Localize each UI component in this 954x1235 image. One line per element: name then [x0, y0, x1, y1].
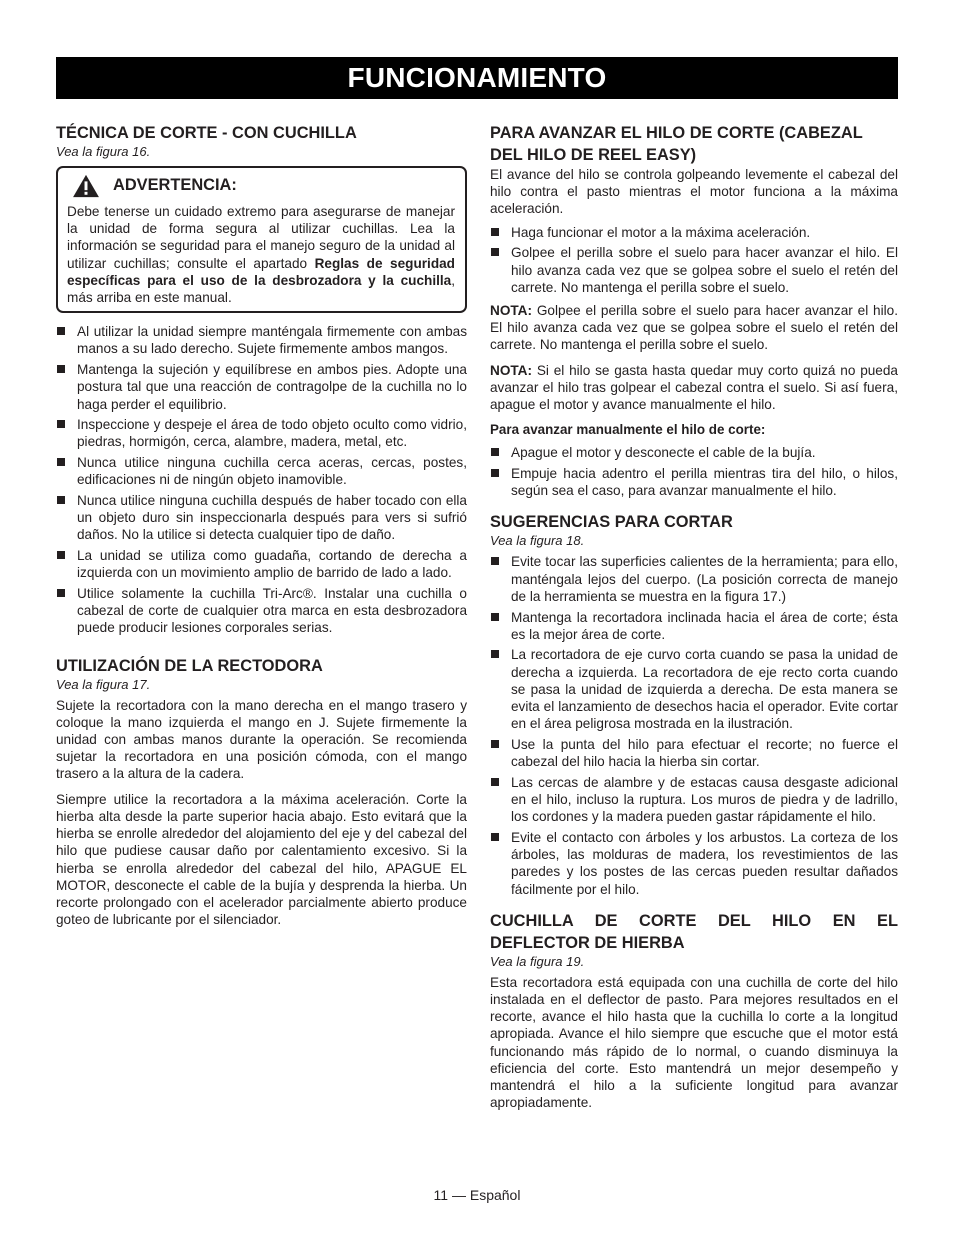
- section-heading-avanzar: PARA AVANZAR EL HILO DE CORTE (CABEZAL DEL HILO DE REEL EASY): [490, 124, 863, 164]
- square-bullet-icon: [491, 557, 499, 565]
- paragraph: El avance del hilo se controla golpeando levemente el cabezal del hilo contra el pasto mientras el motor funciona a la máxima aceleración.: [490, 167, 898, 217]
- list-item-text: Evite tocar las superficies calientes de la herramienta; para ello, manténgala lejos del cuerpo. (La posición correcta de manejo de la herramienta se muestra en la figura 17.): [511, 554, 898, 604]
- page-title: FUNCIONAMIENTO: [56, 57, 898, 99]
- list-item: [490, 646, 898, 732]
- list-item: [490, 444, 898, 461]
- square-bullet-icon: [57, 420, 65, 428]
- list-item-text: Utilice solamente la cuchilla Tri-Arc®. Instalar una cuchilla o cabezal de corte de cualquier otra marca en esta desbrozadora puede producir lesiones corporales serias.: [77, 586, 467, 636]
- list-item-text: Al utilizar la unidad siempre manténgala firmemente con ambas manos a su lado derecho. Sujete firmemente ambos mangos.: [77, 324, 467, 357]
- list-item: [56, 585, 467, 637]
- avanzar-bullet-list: [490, 224, 898, 296]
- square-bullet-icon: [491, 469, 499, 477]
- warning-text-bold: Reglas de seguridad específicas para el uso de la desbrozadora y la cuchilla: [67, 255, 455, 288]
- subheading-manual: Para avanzar manualmente el hilo de corte:: [490, 422, 766, 438]
- list-item: [56, 454, 467, 488]
- paragraph: Sujete la recortadora con la mano derecha en el mango trasero y coloque la mano izquierda el mango en J. Sujete firmemente la unidad con ambas manos durante la operación. Se recomienda sujetar la recortadora en una posición cómoda, con el mango trasero a la altura de la cadera.: [56, 697, 467, 782]
- square-bullet-icon: [57, 551, 65, 559]
- warning-header: [67, 174, 455, 198]
- warning-text: [67, 203, 455, 306]
- list-item-text: Empuje hacia adentro el perilla mientras tira del hilo, o hilos, según sea el caso, para avanzar manualmente el hilo.: [511, 466, 898, 499]
- list-item: [490, 774, 898, 826]
- warning-text-start: Debe tenerse un cuidado extremo para asegurarse de manejar la unidad de forma segura al utilizar cuchillas. Lea la información se seguridad para el manejo seguro de la unidad al utilizar cuchillas; consulte el apartado: [67, 204, 455, 271]
- figure-reference: Vea la figura 16.: [56, 144, 151, 159]
- warning-triangle-icon: [71, 174, 101, 198]
- list-item-text: Inspeccione y despeje el área de todo objeto oculto como vidrio, piedras, hormigón, cerca, alambre, madera, metal, etc.: [77, 417, 467, 450]
- list-item: [490, 829, 898, 898]
- page-footer: 11 — Español: [433, 1187, 521, 1203]
- warning-text-end: , más arriba en este manual.: [67, 272, 455, 306]
- list-item-text: Nunca utilice ninguna cuchilla después de haber tocado con ella un objeto duro sin inspeccionarla después para vers si sufrió daños. No la utilice si detecta cualquier tipo de daño.: [77, 493, 467, 543]
- list-item-text: Golpee el perilla sobre el suelo para hacer avanzar el hilo. El hilo avanza cada vez que se golpea sobre el suelo el retén del carrete. No mantenga el perilla sobre el suelo.: [511, 245, 898, 295]
- list-item: [56, 323, 467, 357]
- list-item-text: La unidad se utiliza como guadaña, cortando de derecha a izquierda con un movimiento amplio de barrido de lado a lado.: [77, 548, 467, 581]
- square-bullet-icon: [491, 448, 499, 456]
- sugerencias-bullet-list: [490, 553, 898, 897]
- list-item-text: Haga funcionar el motor a la máxima aceleración.: [511, 224, 811, 240]
- square-bullet-icon: [491, 740, 499, 748]
- list-item: [490, 224, 898, 241]
- note-label: NOTA:: [490, 302, 533, 318]
- section-heading-sugerencias: SUGERENCIAS PARA CORTAR: [490, 513, 733, 532]
- note-label: NOTA:: [490, 362, 533, 378]
- list-item: [490, 609, 898, 643]
- square-bullet-icon: [491, 833, 499, 841]
- note-paragraph: [490, 362, 898, 414]
- figure-reference: Vea la figura 19.: [490, 953, 585, 969]
- square-bullet-icon: [491, 778, 499, 786]
- paragraph: Siempre utilice la recortadora a la máxima aceleración. Corte la hierba alta desde la parte superior hacia abajo. Esto evitará que la hierba se enrolle alrededor del alojamiento del eje y del cabezal del hilo que pudiese causar daño por calentamiento excesivo. Si la hierba se enrolla alrededor del cabezal del hilo, APAGUE EL MOTOR, desconecte el cable de la bujía y desprenda la hierba. Un recorte prolongado con el acelerador parcialmente abierto produce goteo de lubricante por el silenciador.: [56, 791, 467, 928]
- section-heading-utilizacion: UTILIZACIÓN DE LA RECTODORA: [56, 656, 323, 675]
- tecnica-bullet-list: [56, 323, 467, 636]
- list-item: [56, 416, 467, 450]
- square-bullet-icon: [57, 327, 65, 335]
- note-paragraph: [490, 302, 898, 354]
- list-item-text: Mantenga la recortadora inclinada hacia el área de corte; ésta es la mejor área de corte.: [511, 609, 898, 642]
- list-item: [56, 547, 467, 581]
- list-item: [490, 553, 898, 605]
- list-item: [490, 465, 898, 499]
- square-bullet-icon: [57, 365, 65, 373]
- square-bullet-icon: [491, 228, 499, 236]
- list-item: [56, 492, 467, 544]
- square-bullet-icon: [491, 613, 499, 621]
- warning-box: [56, 166, 467, 313]
- list-item: [490, 736, 898, 770]
- list-item-text: Use la punta del hilo para efectuar el recorte; no fuerce el cabezal del hilo hacia la hierba sin cortar.: [511, 736, 898, 770]
- right-column: [490, 122, 898, 1119]
- note-text: Golpee el perilla sobre el suelo para hacer avanzar el hilo. El hilo avanza cada vez que se golpea sobre el suelo el retén del carrete. No mantenga el perilla sobre el suelo.: [490, 302, 898, 353]
- section-heading-tecnica: TÉCNICA DE CORTE - CON CUCHILLA: [56, 124, 357, 142]
- note-text: Si el hilo se gasta hasta quedar muy corto quizá no pueda avanzar el hilo tras golpear el cabezal contra el suelo. Si así fuera, apague el motor y avance manualmente el hilo.: [490, 362, 898, 412]
- list-item: [490, 244, 898, 296]
- square-bullet-icon: [57, 458, 65, 466]
- square-bullet-icon: [491, 248, 499, 256]
- list-item-text: Apague el motor y desconecte el cable de la bujía.: [511, 445, 816, 461]
- list-item-text: La recortadora de eje curvo corta cuando se pasa la unidad de derecha a izquierda. La recortadora de eje recto corta cuando se pasa la unidad de izquierda a derecha. De esta manera se evita el lanzamiento de desechos hacia el operador. Evite cortar en el área peligrosa mostrada en la ilustración.: [511, 647, 898, 732]
- section-heading-cuchilla: CUCHILLA DE CORTE DEL HILO EN EL DEFLECTOR DE HIERBA: [490, 911, 898, 952]
- list-item: [56, 361, 467, 413]
- paragraph: Esta recortadora está equipada con una cuchilla de corte del hilo instalada en el deflector de pasto. Para mejores resultados en el recorte, avance el hilo hasta que la cuchilla lo corte a la longitud apropiada. Avance el hilo siempre que escuche que el motor está funcionando más rápido de lo normal, o cuando disminuya la eficiencia del corte. Esto mantendrá un mejor desempeño y mantendrá el hilo a la suficiente longitud para avanzar apropiadamente.: [490, 974, 898, 1111]
- figure-reference: Vea la figura 18.: [490, 533, 585, 549]
- square-bullet-icon: [57, 589, 65, 597]
- list-item-text: Nunca utilice ninguna cuchilla cerca aceras, cercas, postes, edificaciones ni de ningún objeto inamovible.: [77, 455, 467, 488]
- list-item-text: Las cercas de alambre y de estacas causa desgaste adicional en el hilo, incluso la ruptura. Los muros de piedra y de ladrillo, los cordones y la madera pueden gastar rápidamente el hilo.: [511, 774, 898, 825]
- list-item-text: Evite el contacto con árboles y los arbustos. La corteza de los árboles, las molduras de madera, los revestimientos de las paredes y los postes de las cercas pueden resultar dañados fácilmente por el hilo.: [511, 830, 898, 897]
- left-column: [56, 122, 467, 936]
- figure-reference: Vea la figura 17.: [56, 676, 151, 692]
- square-bullet-icon: [491, 650, 499, 658]
- square-bullet-icon: [57, 496, 65, 504]
- list-item-text: Mantenga la sujeción y equilíbrese en ambos pies. Adopte una postura tal que una reacción de contragolpe de la cuchilla no lo haga perder el equilibrio.: [77, 362, 467, 412]
- warning-title: ADVERTENCIA:: [113, 176, 237, 195]
- manual-bullet-list: [490, 444, 898, 499]
